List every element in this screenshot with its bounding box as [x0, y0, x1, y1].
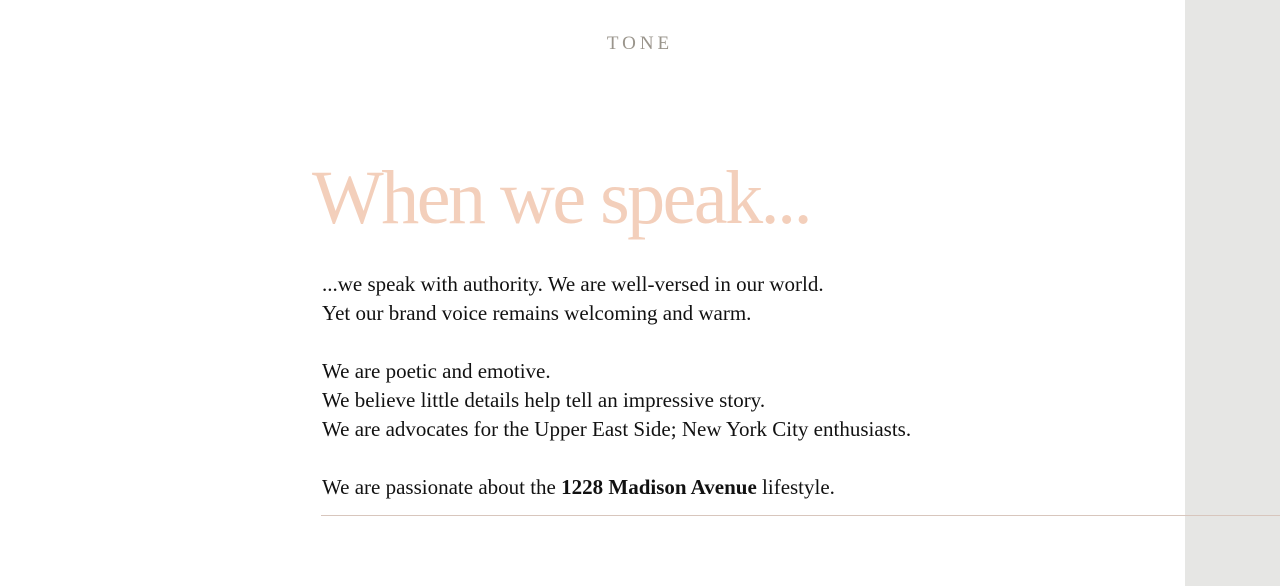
paragraph-spacer	[322, 328, 1022, 357]
body-line-4: We believe little details help tell an impressive story.	[322, 388, 766, 412]
body-line-3: We are poetic and emotive.	[322, 359, 551, 383]
headline: When we speak...	[312, 156, 811, 240]
body-line-5: We are advocates for the Upper East Side; New York City enthusiasts.	[322, 417, 912, 441]
body-line-6-suffix: lifestyle.	[756, 475, 835, 499]
body-line-6-prefix: We are passionate about the	[322, 475, 562, 499]
address-emphasis: 1228 Madison Avenue	[561, 475, 757, 499]
paragraph-spacer	[322, 444, 1022, 473]
paragraph-passion	[322, 473, 1022, 502]
body-line-6	[322, 473, 1022, 502]
paragraph-poetic	[322, 357, 1022, 444]
body-line-2: Yet our brand voice remains welcoming and warm.	[322, 301, 752, 325]
body-line-1: ...we speak with authority. We are well-versed in our world.	[322, 272, 824, 296]
paragraph-authority	[322, 270, 1022, 328]
divider-line	[321, 515, 1280, 516]
side-panel	[1185, 0, 1280, 586]
section-eyebrow: TONE	[606, 33, 674, 54]
body-copy	[322, 270, 1022, 502]
